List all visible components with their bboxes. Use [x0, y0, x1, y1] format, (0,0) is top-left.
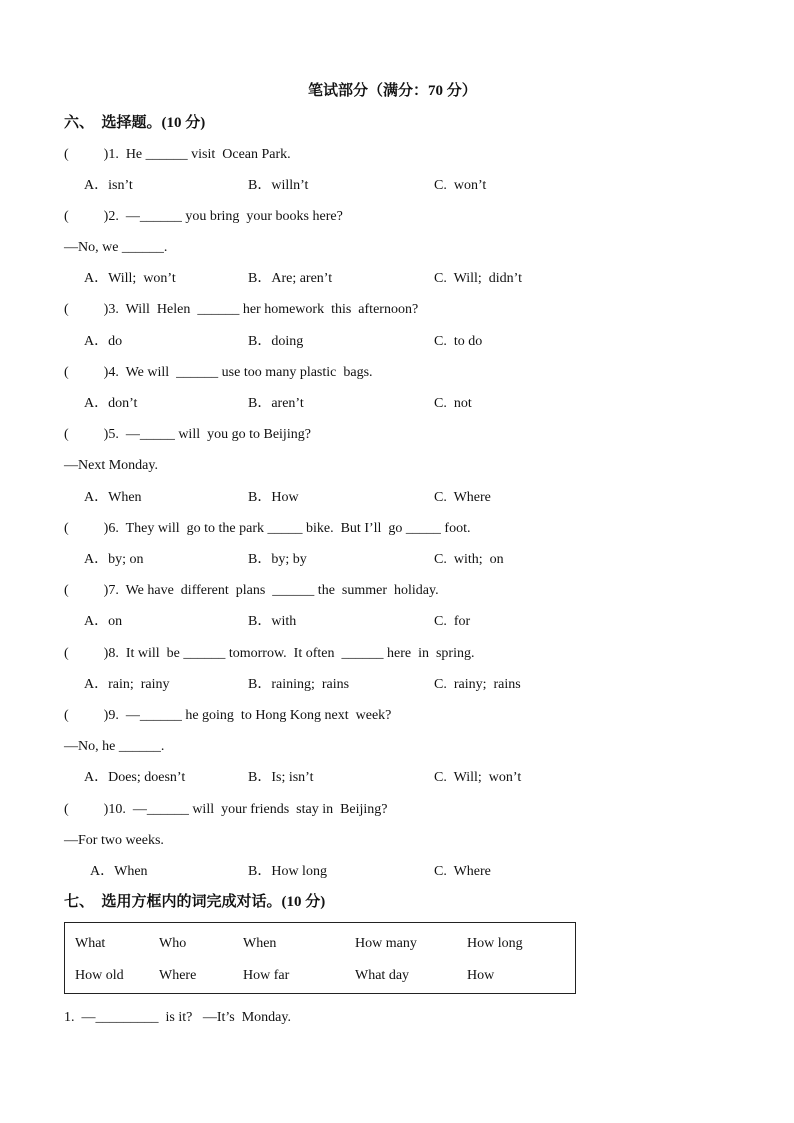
question-3-option-a: A．do	[84, 334, 123, 349]
question-4-option-b: B．aren’t	[248, 396, 304, 411]
question-10-stem: ( )10. —______ will your friends stay in Beijing?	[64, 802, 388, 817]
question-1-option-b: B．willn’t	[248, 178, 309, 193]
question-6-stem: ( )6. They will go to the park _____ bike. But I’ll go _____ foot.	[64, 521, 471, 536]
question-5-option-c: C. Where	[434, 490, 491, 505]
question-9-option-a: A．Does; doesn’t	[84, 770, 186, 785]
question-9-option-c: C. Will; won’t	[434, 770, 522, 785]
question-9-option-b: B．Is; isn’t	[248, 770, 314, 785]
question-7-option-c: C. for	[434, 614, 471, 629]
question-10-option-a: A．When	[90, 864, 148, 879]
question-10-option-b: B．How long	[248, 864, 327, 879]
question-2-answer-line: —No, we ______.	[64, 240, 168, 255]
question-4-option-c: C. not	[434, 396, 472, 411]
section-6-heading: 六、 选择题。(10 分)	[64, 115, 206, 131]
question-6-option-a: A．by; on	[84, 552, 144, 567]
dialogue-item-1: 1. —_________ is it? —It’s Monday.	[64, 1010, 291, 1025]
question-6-option-c: C. with; on	[434, 552, 504, 567]
question-9-answer-line: —No, he ______.	[64, 739, 165, 754]
question-10-answer-line: —For two weeks.	[64, 833, 164, 848]
question-8-option-c: C. rainy; rains	[434, 677, 521, 692]
word-box-item: How many	[355, 936, 417, 951]
word-box-item: How long	[467, 936, 523, 951]
question-4-option-a: A．don’t	[84, 396, 138, 411]
question-1-option-c: C. won’t	[434, 178, 487, 193]
question-5-stem: ( )5. —_____ will you go to Beijing?	[64, 427, 311, 442]
question-5-answer-line: —Next Monday.	[64, 458, 158, 473]
question-4-stem: ( )4. We will ______ use too many plastic bags.	[64, 365, 373, 380]
question-9-stem: ( )9. —______ he going to Hong Kong next week?	[64, 708, 392, 723]
question-8-stem: ( )8. It will be ______ tomorrow. It often ______ here in spring.	[64, 646, 475, 661]
word-box-item: What	[75, 936, 106, 951]
question-2-stem: ( )2. —______ you bring your books here?	[64, 209, 343, 224]
question-7-stem: ( )7. We have different plans ______ the summer holiday.	[64, 583, 439, 598]
question-8-option-b: B．raining; rains	[248, 677, 350, 692]
word-box-item: What day	[355, 968, 410, 983]
question-2-option-b: B．Are; aren’t	[248, 271, 333, 286]
question-2-option-c: C. Will; didn’t	[434, 271, 522, 286]
question-1-option-a: A．isn’t	[84, 178, 133, 193]
word-box-item: How old	[75, 968, 124, 983]
word-box-item: Where	[159, 968, 197, 983]
word-box-item: How	[467, 968, 495, 983]
page-title: 笔试部分（满分：70 分）	[308, 83, 477, 99]
question-2-option-a: A．Will; won’t	[84, 271, 176, 286]
question-6-option-b: B．by; by	[248, 552, 307, 567]
question-3-option-b: B．doing	[248, 334, 304, 349]
word-box-item: Who	[159, 936, 187, 951]
question-8-option-a: A．rain; rainy	[84, 677, 170, 692]
word-box-item: How far	[243, 968, 290, 983]
question-7-option-b: B．with	[248, 614, 297, 629]
question-7-option-a: A．on	[84, 614, 123, 629]
section-7-heading: 七、 选用方框内的词完成对话。(10 分)	[64, 894, 326, 910]
word-box-item: When	[243, 936, 277, 951]
question-1-stem: ( )1. He ______ visit Ocean Park.	[64, 147, 291, 162]
question-5-option-a: A．When	[84, 490, 142, 505]
word-box	[64, 922, 576, 994]
question-10-option-c: C. Where	[434, 864, 491, 879]
question-3-stem: ( )3. Will Helen ______ her homework this afternoon?	[64, 302, 419, 317]
question-5-option-b: B．How	[248, 490, 299, 505]
question-3-option-c: C. to do	[434, 334, 483, 349]
